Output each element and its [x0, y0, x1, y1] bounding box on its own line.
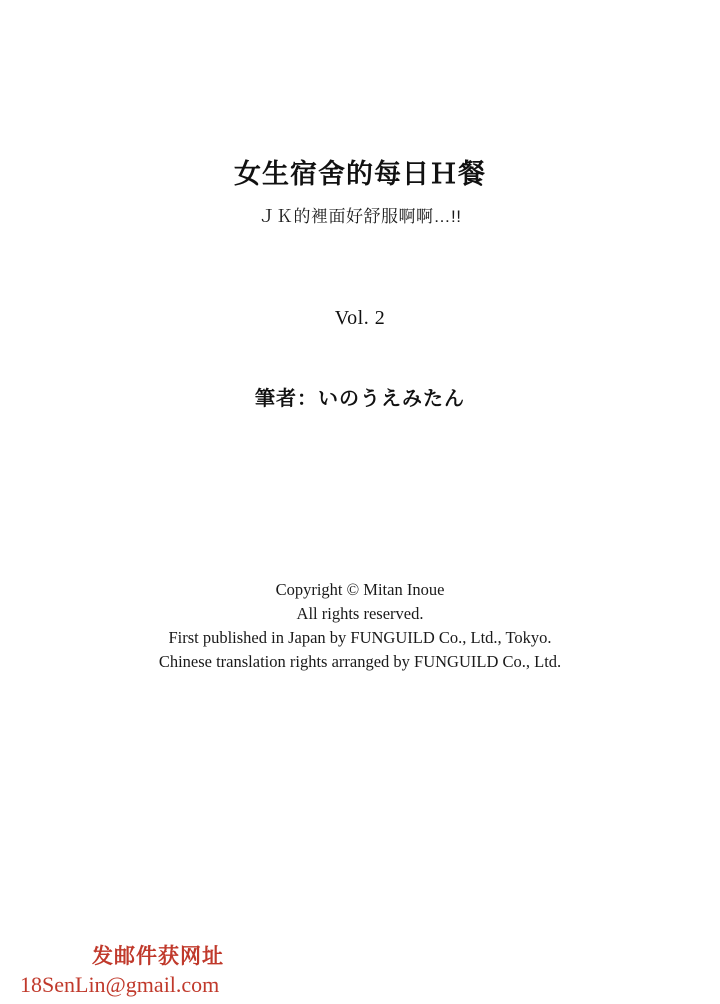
watermark-line-2: 18SenLin@gmail.com — [20, 971, 220, 997]
copyright-line-2: All rights reserved. — [296, 604, 424, 623]
page-title: 女生宿舍的每日Ｈ餐 — [234, 159, 486, 189]
copyright-line-3: First published in Japan by FUNGUILD Co., Ltd., Tokyo. — [168, 628, 552, 647]
page-subtitle: ＪＫ的裡面好舒服啊啊…!! — [258, 206, 462, 226]
title-block — [0, 158, 720, 228]
watermark-line-1: 发邮件获网址 — [92, 945, 224, 969]
copyright-line-1: Copyright © Mitan Inoue — [275, 580, 445, 599]
copyright-block — [0, 578, 720, 674]
watermark — [20, 944, 224, 998]
copyright-line-4: Chinese translation rights arranged by FUNGUILD Co., Ltd. — [158, 652, 562, 671]
volume-label: Vol. 2 — [334, 307, 386, 329]
author-label: 筆者：いのうえみたん — [255, 388, 465, 410]
